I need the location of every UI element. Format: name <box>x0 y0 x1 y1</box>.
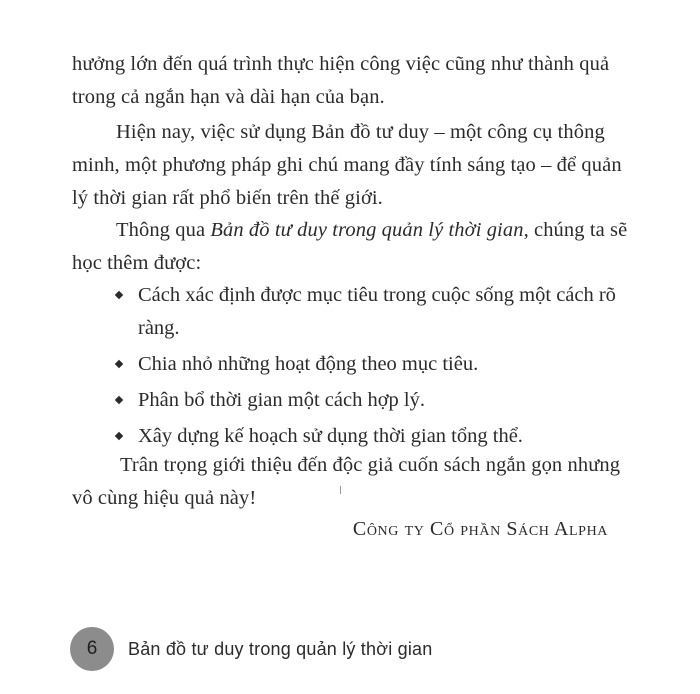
diamond-bullet-icon <box>115 291 123 299</box>
list-item-text: Cách xác định được mục tiêu trong cuộc sống một cách rõ ràng. <box>138 284 616 339</box>
book-title-italic: Bản đồ tư duy trong quản lý thời gian <box>210 219 524 241</box>
list-item <box>114 384 634 417</box>
list-item <box>114 348 634 381</box>
print-mark <box>340 486 341 494</box>
page-footer <box>70 624 432 674</box>
diamond-bullet-icon <box>115 432 123 440</box>
list-item-text: Chia nhỏ những hoạt động theo mục tiêu. <box>138 353 479 375</box>
diamond-bullet-icon <box>115 360 123 368</box>
list-item-text: Xây dựng kế hoạch sử dụng thời gian tổng thể. <box>138 425 523 447</box>
paragraph-3 <box>72 214 632 280</box>
paragraph-3-end: , chúng ta sẽ học thêm được: <box>72 219 628 274</box>
list-item <box>114 279 634 345</box>
running-title: Bản đồ tư duy trong quản lý thời gian <box>128 638 433 659</box>
page-number: 6 <box>70 627 114 671</box>
paragraph-4: Trân trọng giới thiệu đến độc giả cuốn sách ngắn gọn nhưng vô cùng hiệu quả này! <box>72 454 621 509</box>
paragraph-2: Hiện nay, việc sử dụng Bản đồ tư duy – một công cụ thông minh, một phương pháp ghi chú mang đầy tính sáng tạo – để quản lý thời gian rất phổ biến trên thế giới. <box>72 121 622 209</box>
benefits-list <box>114 279 634 456</box>
list-item-text: Phân bổ thời gian một cách hợp lý. <box>138 389 425 411</box>
paragraph-3-start: Thông qua <box>116 219 211 241</box>
diamond-bullet-icon <box>115 396 123 404</box>
paragraph-1: hưởng lớn đến quá trình thực hiện công việc cũng như thành quả trong cả ngắn hạn và dài hạn của bạn. <box>72 53 610 108</box>
publisher-signature: Công ty Cổ phần Sách Alpha <box>352 518 608 540</box>
